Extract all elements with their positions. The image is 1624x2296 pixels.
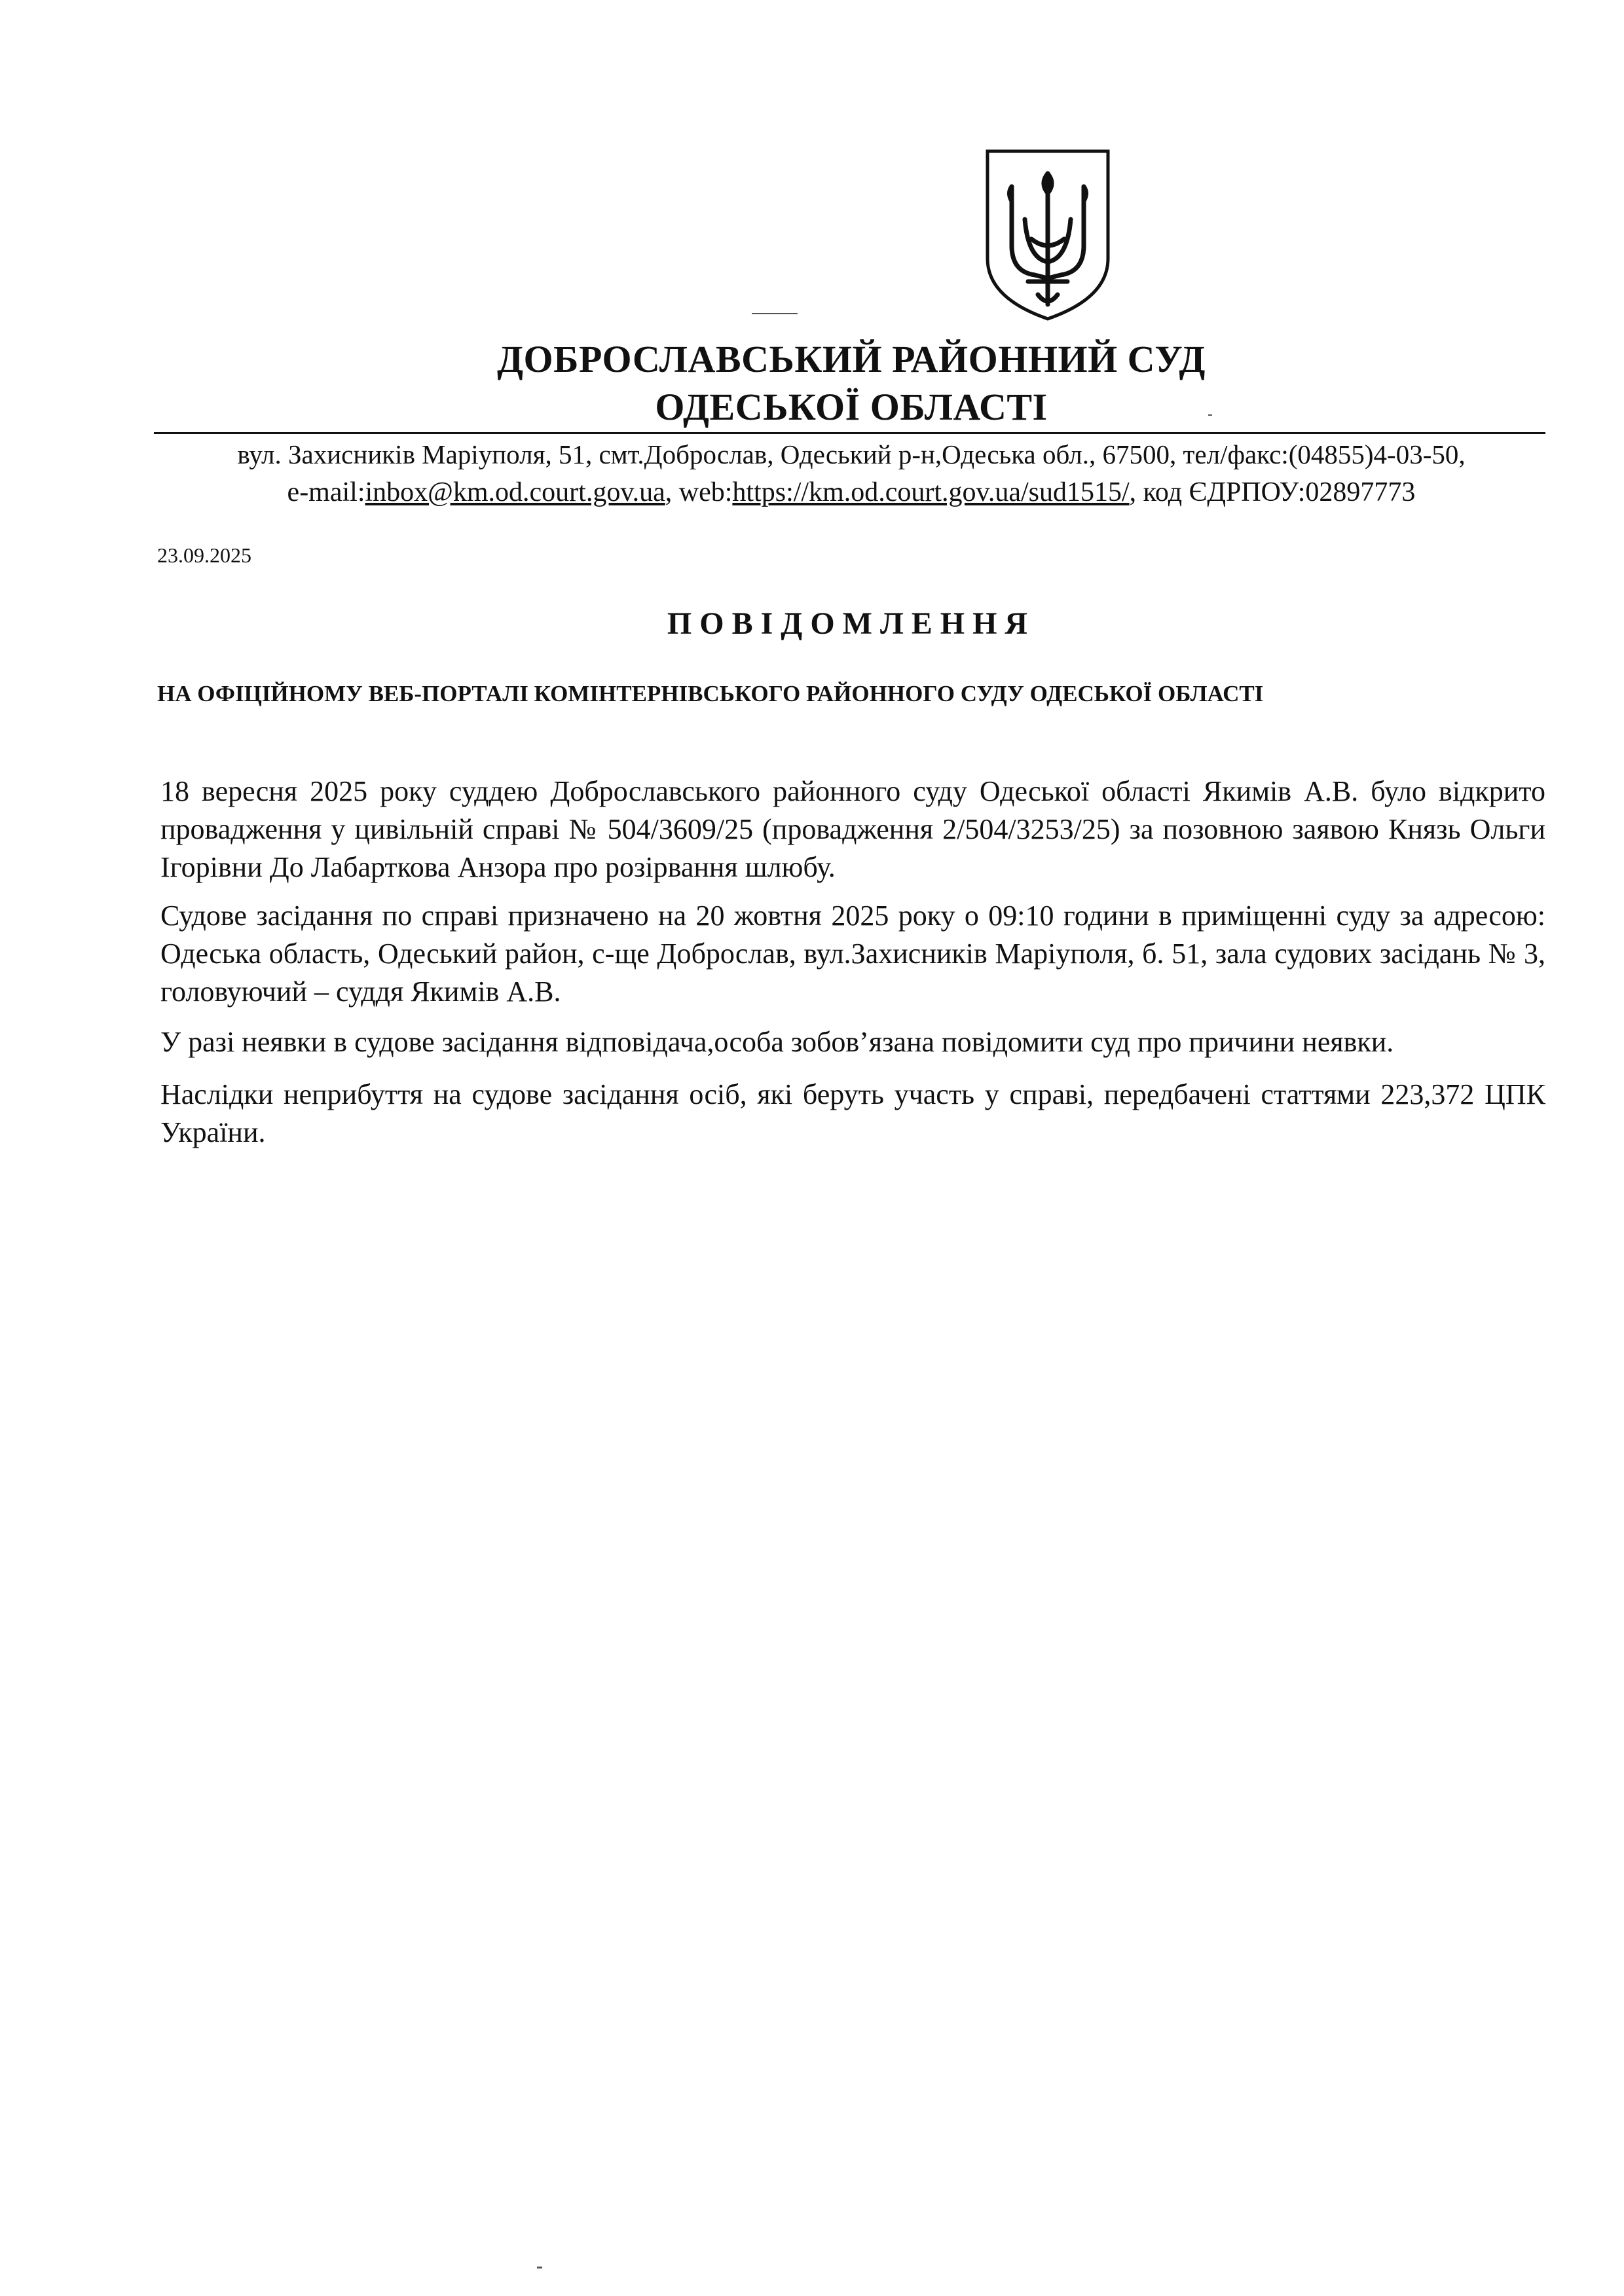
court-contacts [157, 477, 1545, 508]
notice-title: ПОВІДОМЛЕННЯ [667, 606, 1036, 641]
email-link[interactable]: inbox@km.od.court.gov.ua [365, 477, 665, 507]
scan-speck [752, 313, 798, 314]
scan-speck [1208, 414, 1212, 416]
court-name-line1: ДОБРОСЛАВСЬКИЙ РАЙОННИЙ СУД [497, 338, 1206, 380]
court-address: вул. Захисників Маріуполя, 51, смт.Доброслав, Одеський р-н,Одеська обл., 67500, тел/факс:(04855)4-03-50, [237, 439, 1466, 469]
portal-subtitle: НА ОФІЦІЙНОМУ ВЕБ-ПОРТАЛІ КОМІНТЕРНІВСЬКОГО РАЙОННОГО СУДУ ОДЕСЬКОЇ ОБЛАСТІ [157, 681, 1264, 706]
court-name-line2: ОДЕСЬКОЇ ОБЛАСТІ [655, 386, 1048, 428]
email-label: e-mail: [287, 477, 365, 507]
paragraph-case-opened: 18 вересня 2025 року суддею Доброславського районного суду Одеської області Якимів А.В. було відкрито провадження у цивільній справі № 504/3609/25 (провадження 2/504/3253/25) за позовною заявою Князь Ольги Ігорівни До Лабарткова Анзора про розірвання шлюбу. [160, 775, 1545, 883]
header-divider [154, 432, 1545, 434]
paragraph-consequences: Наслідки неприбуття на судове засідання осіб, які беруть участь у справі, передбачені статтями 223,372 ЦПК України. [160, 1078, 1545, 1148]
edrpou-code: , код ЄДРПОУ:02897773 [1129, 477, 1416, 507]
web-label: , web: [665, 477, 733, 507]
coat-of-arms-icon [982, 147, 1113, 324]
document-date: 23.09.2025 [157, 543, 251, 567]
web-link[interactable]: https://km.od.court.gov.ua/sud1515/ [732, 477, 1130, 507]
scan-speck [537, 2267, 542, 2269]
paragraph-hearing-date: Судове засідання по справі призначено на 20 жовтня 2025 року о 09:10 години в приміщенні суду за адресою: Одеська область, Одеський район, с-ще Доброслав, вул.Захисників Маріуполя, б. 51, зала судових засідань № 3, головуючий – суддя Якимів А.В. [160, 900, 1545, 1008]
paragraph-absence-notice: У разі неявки в судове засідання відповідача,особа зобов’язана повідомити суд про причини неявки. [160, 1026, 1394, 1058]
